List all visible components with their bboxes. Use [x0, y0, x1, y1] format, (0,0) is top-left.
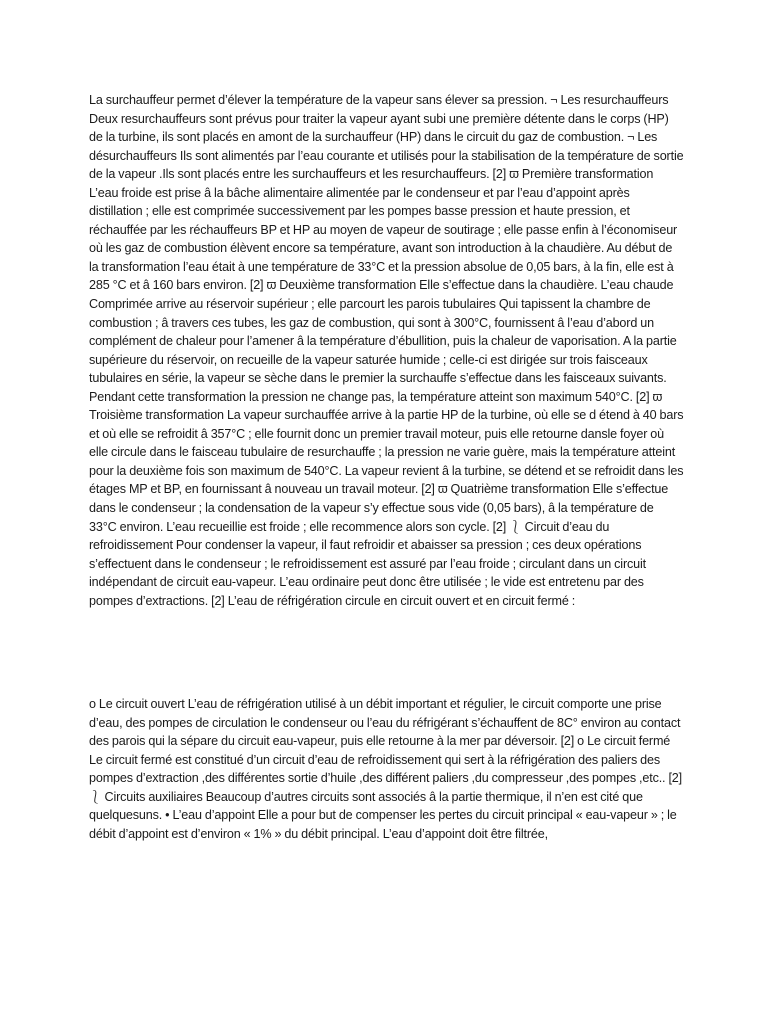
paragraph-cooling-circuits	[89, 695, 684, 843]
paragraph-text: La surchauffeur permet d’élever la température de la vapeur sans élever sa pression. ¬ Les resurchauffeurs Deux resurchauffeurs sont prévus pour traiter la vapeur ayant subi une première détente dans le corps (HP) de la turbine, ils sont placés en amont de la surchauffeur (HP) dans le circuit du gaz de combustion. ¬ Les désurchauffeurs Ils sont alimentés par l’eau courante et utilisés pour la stabilisation de la température de sortie de la vapeur .Ils sont placés entre les surchauffeurs et les resurchauffeurs. [2] ϖ Première transformation L’eau froide est prise â la bâche alimentaire alimentée par le condenseur et par l’eau d’appoint après distillation ; elle est comprimée successivement par les pompes basse pression et haute pression, et réchauffée par les réchauffeurs BP et HP au moyen de vapeur de soutirage ; elle passe enfin à l’économiseur où les gaz de combustion élèvent encore sa température, avant son introduction à la chaudière. Au début de la transformation l’eau était à une température de 33°C et la pression absolue de 0,05 bars, à la fin, elle est à 285 °C et â 160 bars environ. [2] ϖ Deuxième transformation Elle s’effectue dans la chaudière. L’eau chaude Comprimée arrive au réservoir supérieur ; elle parcourt les parois tubulaires Qui tapissent la chambre de combustion ; â travers ces tubes, les gaz de combustion, qui sont à 300°C, fournissent â l’eau d’abord un complément de chaleur pour l’amener â la température d’ébullition, puis la chaleur de vaporisation. A la partie supérieure du réservoir, on recueille de la vapeur saturée humide ; celle-ci est dirigée sur trois faisceaux tubulaires en série, la vapeur se sèche dans le premier la surchauffe s’effectue dans les faisceaux suivants. Pendant cette transformation la pression ne change pas, la température atteint son maximum 540°C. [2] ϖ Troisième transformation La vapeur surchauffée arrive à la partie HP de la turbine, où elle se d étend à 40 bars et où elle se refroidit â 357°C ; elle fournit donc un premier travail moteur, puis elle retourne dansle foyer où elle circule dans le faisceau tubulaire de resurchauffe ; la pression ne varie guère, mais la température atteint pour la deuxième fois son maximum de 540°C. La vapeur revient â la turbine, se détend et se refroidit dans les étages MP et BP, en fournissant â nouveau un travail moteur. [2] ϖ Quatrième transformation Elle s’effectue dans le condenseur ; la condensation de la vapeur s’y effectue sous vide (0,05 bars), â la température de 33°C environ. L’eau recueillie est froide ; elle recommence alors son cycle. [2] ⎱ Circuit d’eau du refroidissement Pour condenser la vapeur, il faut refroidir et abaisser sa pression ; ces deux opérations s’effectuent dans le condenseur ; le refroidissement est assuré par l’eau froide ; circulant dans un circuit indépendant de circuit eau-vapeur. L’eau ordinaire peut donc être utilisée ; le vide est entretenu par des pompes d’extractions. [2] L’eau de réfrigération circule en circuit ouvert et en circuit fermé :	[89, 93, 684, 608]
paragraph-text: o Le circuit ouvert L’eau de réfrigération utilisé à un débit important et régulier, le circuit comporte une prise d’eau, des pompes de circulation le condenseur ou l’eau du réfrigérant s’échauffent de 8C° environ au contact des parois qui la sépare du circuit eau-vapeur, puis elle retourne à la mer par déversoir. [2] o Le circuit fermé Le circuit fermé est constitué d’un circuit d’eau de refroidissement qui sert à la réfrigération des paliers des pompes d’extraction ,des différentes sortie d’huile ,des différent paliers ,du compresseur ,des pompes ,etc.. [2] ⎱ Circuits auxiliaires Beaucoup d’autres circuits sont associés â la partie thermique, il n’en est cité que quelquesuns. • L’eau d’appoint Elle a pour but de compenser les pertes du circuit principal « eau-vapeur » ; le débit d’appoint est d’environ « 1% » du débit principal. L’eau d’appoint doit être filtrée,	[89, 697, 683, 841]
paragraph-steam-cycle	[89, 91, 684, 610]
